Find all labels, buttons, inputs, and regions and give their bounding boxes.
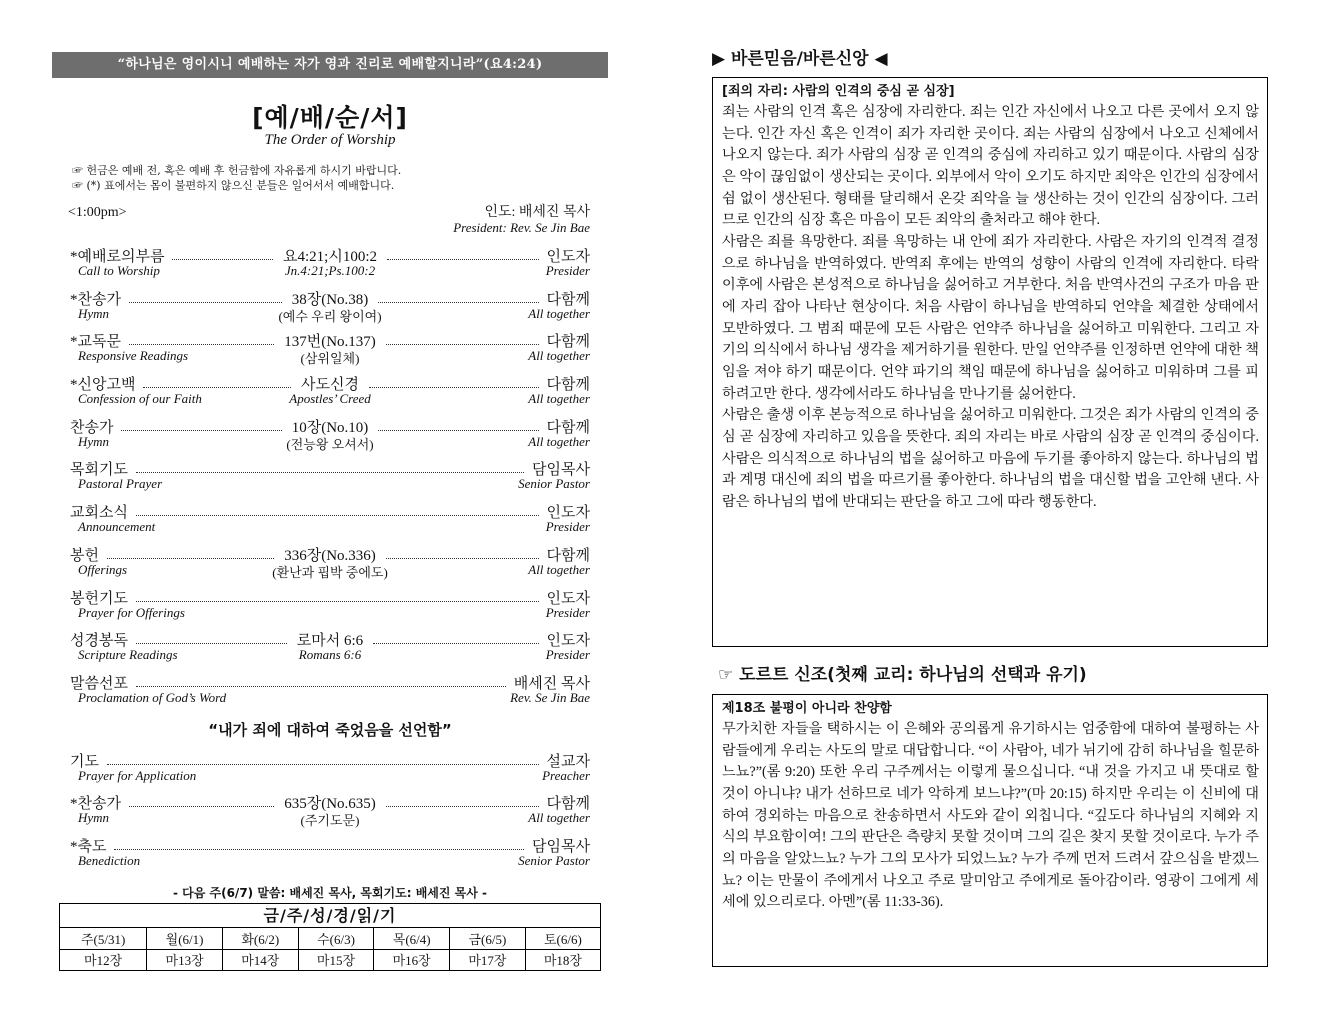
worship-item [52,788,608,831]
item-name-ko: *예배로의부름 [70,249,165,265]
item-name-en: Benediction [78,852,141,868]
item-detail-ko: 로마서 6:6 [296,633,364,650]
item-name-en: Call to Worship [78,263,160,278]
item-person-ko: 담임목사 [532,838,590,855]
worship-notes [72,163,608,193]
item-name-ko: *찬송가 [70,796,121,813]
note-standing: ☞ (*) 표에서는 몸이 불편하지 않으신 분들은 일어서서 예배합니다. [72,179,395,192]
worship-item [52,326,608,369]
reading-day-cell: 화(6/2) [222,928,298,949]
item-name-en: Responsive Readings [78,348,189,364]
item-detail-ko: 사도신경 [301,377,359,394]
item-name-en: Hymn [78,305,110,321]
worship-item [52,241,608,284]
item-detail-en: Jn.4:21;Ps.100:2 [284,263,376,278]
reading-table [60,928,600,970]
item-name-ko: *교독문 [70,334,121,351]
reading-chapters-row [60,949,600,970]
item-name-ko: 성경봉독 [70,633,128,650]
item-person-en: All together [528,561,590,577]
leader-english: President: Rev. Se Jin Bae [453,220,590,235]
section-dort-title: ☞ 도르트 신조(첫째 교리: 하나님의 선택과 유기) [718,665,1087,685]
item-detail-ko: 38장(No.38) [291,291,369,308]
article-seat-of-sin [712,77,1268,647]
service-leader [453,205,590,235]
dotted-leader [114,849,524,850]
item-person-en: Presider [545,604,590,620]
article-paragraph: 사람은 출생 이후 본능적으로 하나님을 싫어하고 미워한다. 그것은 죄가 사람의 인격의 중심 곧 심장에 자리하고 있음을 뜻한다. 죄의 자리는 바로 사람의 심장 곧 인격의 중심이다. 사람은 의식적으로 하나님의 법을 싫어하고 마음에 두기를 좋아하지 않는다. 하나님의 법과 계명 대신에 죄의 법을 따르기를 좋아한다. 하나님의 법을 대신할 법을 고안해 낸다. 사람은 하나님의 법에 반대되는 판단을 하고 그에 따라 행동한다. [722,407,1259,510]
dotted-leader [136,515,539,516]
item-name-en: Hymn [78,433,110,449]
item-person-en: Presider [545,647,590,663]
item-name-ko: *찬송가 [70,291,121,308]
reading-day-cell: 주(5/31) [60,928,147,949]
item-person-en: All together [528,348,590,364]
worship-order-column [52,52,608,901]
article-paragraph: 죄는 사람의 인격 혹은 심장에 자리한다. 죄는 인간 자신에서 나오고 다른 곳에서 오지 않는다. 인간 자신 혹은 인격이 죄가 자리한 곳이다. 죄는 사람의 심장에서 나오고 신체에서 나오지 않는다. 죄가 사람의 심장 곧 인격의 중심에 자리하고 있기 때문이다. 사람의 심장은 악이 끊임없이 생산되는 곳이다. 외부에서 악이 오기도 하지만 죄악은 인간의 심장에서 쉼 없이 생산된다. 형태를 달리해서 온갖 죄악을 늘 생산하는 것이 인간의 심장이다. 그러므로 인간의 심장 혹은 마음이 모든 죄악의 출처라고 해야 한다. [722,104,1259,229]
item-person-en: Preacher [542,767,590,783]
item-detail-en: (예수 우리 왕이여) [278,308,382,324]
item-person-ko: 다함께 [546,419,590,436]
item-detail-en: (환난과 핍박 중에도) [272,564,388,580]
item-name-ko: 찬송가 [70,419,114,436]
item-person-ko: 설교자 [546,753,590,770]
item-name-ko: 교회소식 [70,505,128,522]
dotted-leader [129,806,274,807]
dotted-leader [107,558,274,559]
worship-items-list-after-sermon [52,746,608,874]
reading-chapter-cell: 마14장 [222,949,298,970]
item-person-ko: 다함께 [546,796,590,813]
item-name-ko: *신앙고백 [70,377,136,394]
dotted-leader [136,601,539,602]
item-person-ko: 인도자 [546,590,590,607]
item-person-en: Presider [545,263,590,278]
sermon-title: “내가 죄에 대하여 죽었음을 선언함” [208,720,452,739]
dotted-leader [136,472,524,473]
worship-item [52,746,608,789]
item-person-en: Senior Pastor [518,476,590,492]
article-seat-of-sin-heading: [죄의 자리: 사람의 인격의 중심 곧 심장] [722,84,955,99]
dotted-leader [373,643,539,644]
item-detail-en: (주기도문) [300,813,360,829]
item-name-en: Offerings [78,561,128,577]
article-dort-18-heading: 제18조 불평이 아니라 찬양함 [722,701,892,716]
item-person-ko: 배세진 목사 [513,675,590,692]
worship-item [52,369,608,412]
reading-chapter-cell: 마18장 [525,949,600,970]
item-detail-en: (삼위일체) [300,351,360,367]
item-person-ko: 인도자 [546,249,590,265]
reading-day-cell: 금(6/5) [450,928,526,949]
item-detail-ko: 10장(No.10) [291,419,369,436]
item-detail-ko: 336장(No.336) [284,547,376,564]
reading-chapter-cell: 마15장 [298,949,374,970]
dotted-leader [143,387,291,388]
worship-order-subtitle: The Order of Worship [264,132,396,148]
worship-item [52,284,608,327]
article-dort-18-body: 무가치한 자들을 택하시는 이 은혜와 공의롭게 유기하시는 엄중함에 대하여 불평하는 사람들에게 우리는 사도의 말로 대답합니다. “이 사람아, 네가 뉘기에 감히 하나님을 힐문하느뇨?”(롬 9:20) 또한 우리 구주께서는 이렇게 물으십니다. “내 것을 가지고 내 뜻대로 할 것이 아니냐? 내가 선하므로 네가 악하게 보느냐?”(마 20:15) 하지만 우리는 이 신비에 대하여 경외하는 마음으로 찬송하면서 사도와 같이 외칩니다. “깊도다 하나님의 지혜와 지식의 부요함이여! 그의 판단은 측량치 못할 것이며 그의 길은 찾지 못할 것이로다. 누가 주의 마음을 알았느뇨? 누가 그의 모사가 되었느뇨? 누가 주께 먼저 드려서 갚으심을 받겠느뇨? 이는 만물이 주에게서 나오고 주로 말미암고 주에게로 돌아감이라. 영광이 그에게 세세에 있으리로다. 아멘”(롬 11:33-36). [722,721,1259,911]
service-time: <1:00pm> [68,205,127,220]
item-name-en: Confession of our Faith [78,391,202,407]
reading-day-cell: 수(6/3) [298,928,374,949]
dotted-leader [386,806,539,807]
note-offering: ☞ 헌금은 예배 전, 혹은 예배 후 헌금함에 자유롭게 하시기 바랍니다. [72,164,402,177]
item-name-en: Prayer for Offerings [78,604,185,620]
reading-chapter-cell: 마17장 [450,949,526,970]
reading-chapter-cell: 마13장 [147,949,223,970]
item-name-ko: 기도 [70,753,99,770]
dotted-leader [172,259,273,260]
dotted-leader [369,387,539,388]
item-detail-ko: 137번(No.137) [284,334,376,351]
reading-day-cell: 월(6/1) [147,928,223,949]
dotted-leader [386,344,539,345]
item-name-en: Prayer for Application [78,767,197,783]
item-name-en: Hymn [78,810,110,826]
item-person-en: Senior Pastor [518,852,590,868]
reading-title: 금/주/성/경/읽/기 [60,904,600,928]
worship-item [52,497,608,540]
worship-item [52,412,608,455]
item-person-en: Presider [545,519,590,535]
item-person-ko: 인도자 [546,505,590,522]
section-right-faith-title: ▶ 바른믿음/바른신앙 ◀ [712,49,888,69]
worship-order-title: [예/배/순/서] [252,103,408,132]
item-detail-en: Romans 6:6 [298,647,362,663]
dotted-leader [386,558,539,559]
time-leader-row [52,205,608,239]
item-name-ko: 목회기도 [70,462,128,479]
item-person-ko: 다함께 [546,334,590,351]
item-person-en: All together [528,391,590,407]
reading-chapter-cell: 마16장 [374,949,450,970]
item-name-ko: *축도 [70,838,107,855]
worship-item [52,831,608,874]
item-detail-ko: 요4:21;시100:2 [283,249,377,265]
item-detail-en: (전능왕 오셔서) [286,436,374,452]
reading-day-cell: 토(6/6) [525,928,600,949]
item-name-ko: 봉헌 [70,547,99,564]
reading-day-cell: 목(6/4) [374,928,450,949]
dotted-leader [136,643,287,644]
item-person-en: All together [528,433,590,449]
item-name-en: Announcement [78,519,156,535]
item-name-ko: 봉헌기도 [70,590,128,607]
item-person-en: All together [528,305,590,321]
dotted-leader [107,764,539,765]
worship-item [52,454,608,497]
dotted-leader [387,259,539,260]
worship-item [52,540,608,583]
item-person-en: Rev. Se Jin Bae [510,689,590,705]
item-detail-ko: 635장(No.635) [284,796,376,813]
item-name-en: Pastoral Prayer [78,476,163,492]
item-person-ko: 다함께 [546,377,590,394]
item-person-en: All together [528,810,590,826]
article-seat-of-sin-body [722,102,1259,513]
reading-days-row [60,928,600,949]
weekly-bible-reading [59,903,601,971]
article-dort-18 [712,694,1268,967]
item-person-ko: 다함께 [546,547,590,564]
dotted-leader [129,344,274,345]
item-person-ko: 담임목사 [532,462,590,479]
next-week-notice: - 다음 주(6/7) 말씀: 배세진 목사, 목회기도: 배세진 목사 - [172,885,488,900]
reading-chapter-cell: 마12장 [60,949,147,970]
worship-item [52,583,608,626]
worship-items-list [52,241,608,711]
item-name-ko: 말씀선포 [70,675,128,692]
dotted-leader [136,686,506,687]
dotted-leader [378,430,539,431]
scripture-banner: “하나님은 영이시니 예배하는 자가 영과 진리로 예배할지니라”(요4:24) [52,52,608,78]
worship-item [52,625,608,668]
dotted-leader [121,430,282,431]
item-name-en: Scripture Readings [78,647,178,663]
item-name-en: Proclamation of God’s Word [78,689,227,705]
leader-korean: 인도: 배세진 목사 [484,205,590,220]
item-person-ko: 다함께 [546,291,590,308]
worship-item [52,668,608,711]
dotted-leader [378,302,539,303]
article-paragraph: 사람은 죄를 욕망한다. 죄를 욕망하는 내 안에 죄가 자리한다. 사람은 자기의 인격적 결정으로 하나님을 반역하였다. 반역죄 후에는 반역의 성향이 사람의 인격에 자리한다. 타락 이후에 사람은 본성적으로 하나님을 싫어하고 거부한다. 처음 반역사건의 구조가 마음 판에 자리 잡아 나타난 현상이다. 처음 사람이 하나님을 반역하되 언약을 체결한 상태에서 모반하였다. 그 범죄 때문에 모든 사람은 언약주 하나님을 싫어하고 미워한다. 그리고 자기의 의식에서 하나님 생각을 제거하기를 원한다. 만일 언약주를 인정하면 언약에 대한 책임을 져야 하기 때문이다. 언약 파기의 책임 때문에 하나님을 싫어하고 미워하며 그를 피하려고만 한다. 생각에서라도 하나님을 만나기를 싫어한다. [722,233,1259,402]
dotted-leader [129,302,282,303]
item-detail-en: Apostles’ Creed [289,391,371,407]
item-person-ko: 인도자 [546,633,590,650]
